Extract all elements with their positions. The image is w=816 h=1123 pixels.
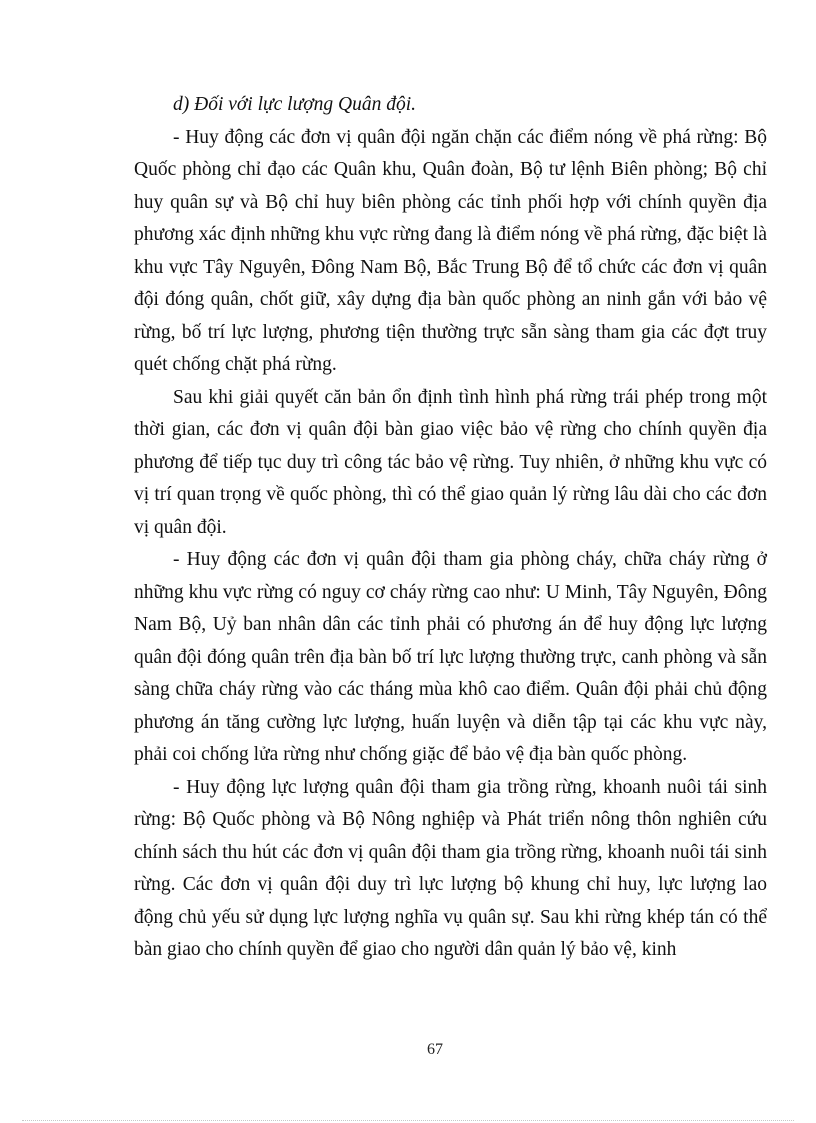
paragraph: - Huy động lực lượng quân đội tham gia trồng rừng, khoanh nuôi tái sinh rừng: Bộ Quốc phòng và Bộ Nông nghiệp và Phát triển nông thôn nghiên cứu chính sách thu hút các đơn vị quân đội tham gia trồng rừng, khoanh nuôi tái sinh rừng. Các đơn vị quân đội duy trì lực lượng bộ khung chỉ huy, lực lượng lao động chủ yếu sử dụng lực lượng nghĩa vụ quân sự. Sau khi rừng khép tán có thể bàn giao cho chính quyền để giao cho người dân quản lý bảo vệ, kinh [134,776,767,960]
page-number: 67 [427,1041,443,1058]
paragraph: Sau khi giải quyết căn bản ổn định tình hình phá rừng trái phép trong một thời gian, các đơn vị quân đội bàn giao việc bảo vệ rừng cho chính quyền địa phương để tiếp tục duy trì công tác bảo vệ rừng. Tuy nhiên, ở những khu vực có vị trí quan trọng về quốc phòng, thì có thể giao quản lý rừng lâu dài cho các đơn vị quân đội. [134,386,767,538]
paragraph: - Huy động các đơn vị quân đội tham gia phòng cháy, chữa cháy rừng ở những khu vực rừng có nguy cơ cháy rừng cao như: U Minh, Tây Nguyên, Đông Nam Bộ, Uỷ ban nhân dân các tỉnh phải có phương án để huy động lực lượng quân đội đóng quân trên địa bàn bố trí lực lượng thường trực, canh phòng và sẵn sàng chữa cháy rừng vào các tháng mùa khô cao điểm. Quân đội phải chủ động phương án tăng cường lực lượng, huấn luyện và diễn tập tại các khu vực này, phải coi chống lửa rừng như chống giặc để bảo vệ địa bàn quốc phòng. [134,549,767,765]
section-heading: d) Đối với lực lượng Quân đội. [173,94,417,115]
body-text [134,89,767,967]
page-bottom-divider [22,1120,794,1121]
paragraph: - Huy động các đơn vị quân đội ngăn chặn các điểm nóng về phá rừng: Bộ Quốc phòng chỉ đạo các Quân khu, Quân đoàn, Bộ tư lệnh Biên phòng; Bộ chỉ huy quân sự và Bộ chỉ huy biên phòng các tỉnh phối hợp với chính quyền địa phương xác định những khu vực rừng đang là điểm nóng về phá rừng, đặc biệt là khu vực Tây Nguyên, Đông Nam Bộ, Bắc Trung Bộ để tổ chức các đơn vị quân đội đóng quân, chốt giữ, xây dựng địa bàn quốc phòng an ninh gắn với bảo vệ rừng, bố trí lực lượng, phương tiện thường trực sẵn sàng tham gia các đợt truy quét chống chặt phá rừng. [134,126,767,375]
